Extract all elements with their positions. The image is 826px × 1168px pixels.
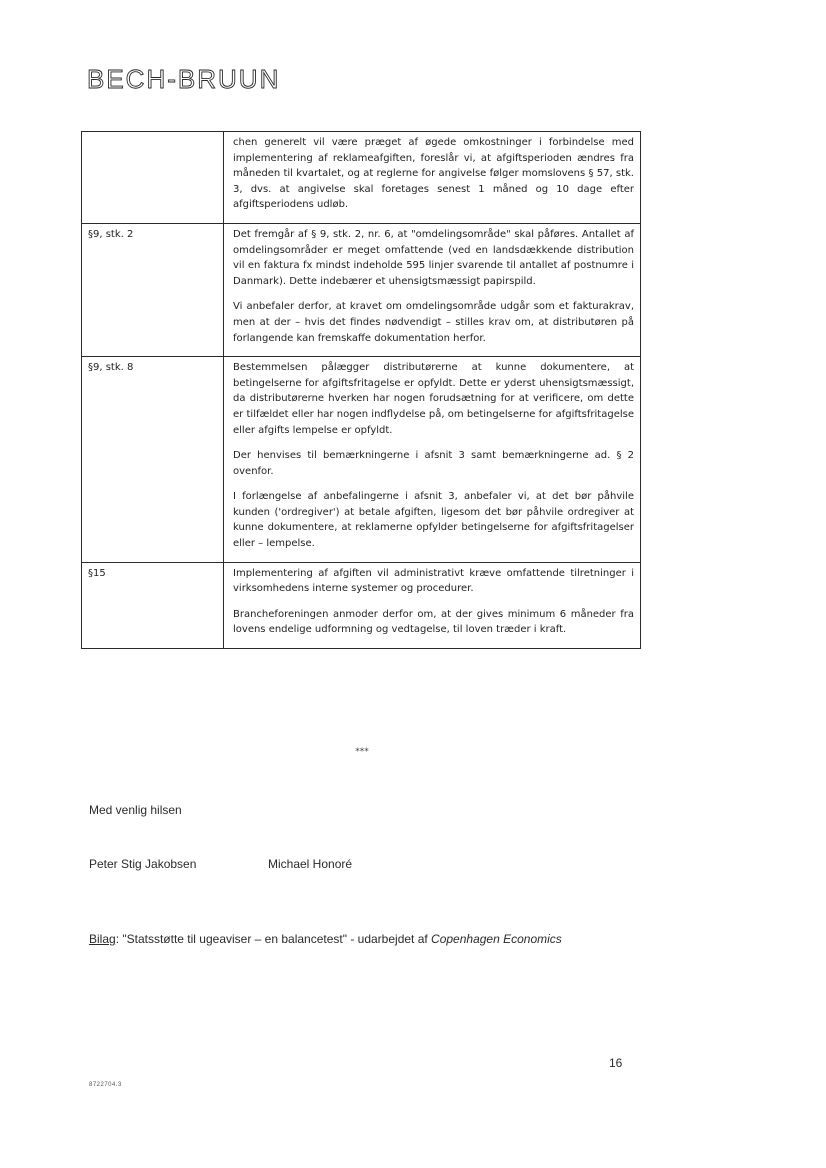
comment-paragraph: Brancheforeningen anmoder derfor om, at der gives minimum 6 måneder fra lovens endelige udformning og vedtagelse, til loven træder i kraft. — [233, 608, 634, 636]
comment-paragraph: Det fremgår af § 9, stk. 2, nr. 6, at "omdelingsområde" skal påføres. Antallet af omdelingsområder er meget omfattende (ved en landsdækkende distribution vil en faktura fx mindst indeholde 595 linjer svarende til antallet af postnumre i Danmark). Dette indebærer et uhensigtsmæssigt papirspild. — [233, 228, 634, 287]
comment-paragraph: I forlængelse af anbefalingerne i afsnit 3, anbefaler vi, at det bør påhvile kunden ('ordregiver') at betale afgiften, ligesom det bør påhvile ordregiver at kunne dokumentere, at reklamerne opfylder betingelserne for afgiftsfritagelser eller – lempelse. — [233, 491, 634, 550]
document-id: 8722704.3 — [89, 1082, 122, 1088]
comment-cell — [224, 132, 641, 224]
comment-paragraph: Bestemmelsen pålægger distributørerne at kunne dokumentere, at betingelserne for afgiftsfritagelse er opfyldt. Dette er yderst uhensigtsmæssigt, da distributørerne hverken har nogen forudsætning for at verificere, om dette er tilfældet eller har nogen indflydelse på, om betingelserne for afgiftsfritagelse eller afgifts lempelse er opfyldt. — [233, 362, 634, 436]
attachment-line — [89, 932, 562, 946]
section-cell — [82, 132, 224, 224]
closing-greeting: Med venlig hilsen — [89, 803, 182, 817]
comment-paragraph: chen generelt vil være præget af øgede omkostninger i forbindelse med implementering af reklameafgiften, foreslår vi, at afgiftsperioden ændres fra måneden til kvartalet, og at reglerne for angivelse følger momslovens § 57, stk. 3, dvs. at angivelse skal foretages senest 1 måned og 10 dage efter afgiftsperiodens udløb. — [233, 137, 634, 211]
attachment-text: : "Statsstøtte til ugeaviser – en balancetest" - udarbejdet af — [115, 932, 432, 946]
comment-cell — [224, 223, 641, 356]
section-cell: §9, stk. 2 — [82, 223, 224, 356]
section-cell: §9, stk. 8 — [82, 357, 224, 563]
table-row — [82, 223, 641, 356]
attachment-author: Copenhagen Economics — [431, 932, 562, 946]
page-number: 16 — [609, 1056, 623, 1070]
signatory-name: Michael Honoré — [268, 857, 353, 871]
table-row — [82, 357, 641, 563]
bech-bruun-logo: BECH-BRUUN — [87, 64, 281, 94]
section-separator: *** — [355, 747, 369, 757]
signatory-name: Peter Stig Jakobsen — [89, 857, 197, 871]
comment-cell — [224, 357, 641, 563]
comment-paragraph: Vi anbefaler derfor, at kravet om omdelingsområde udgår som et fakturakrav, men at der – hvis det findes nødvendigt – stilles krav om, at distributøren på forlangende kan fremskaffe dokumentation herfor. — [233, 301, 634, 344]
comment-cell — [224, 562, 641, 648]
comment-paragraph: Der henvises til bemærkningerne i afsnit 3 samt bemærkningerne ad. § 2 ovenfor. — [233, 450, 634, 477]
table-row — [82, 562, 641, 648]
section-cell: §15 — [82, 562, 224, 648]
attachment-label: Bilag — [89, 932, 116, 946]
comments-table — [81, 131, 641, 649]
table-row — [82, 132, 641, 224]
comment-paragraph: Implementering af afgiften vil administrativt kræve omfattende tilretninger i virksomhedens interne systemer og procedurer. — [233, 567, 634, 595]
